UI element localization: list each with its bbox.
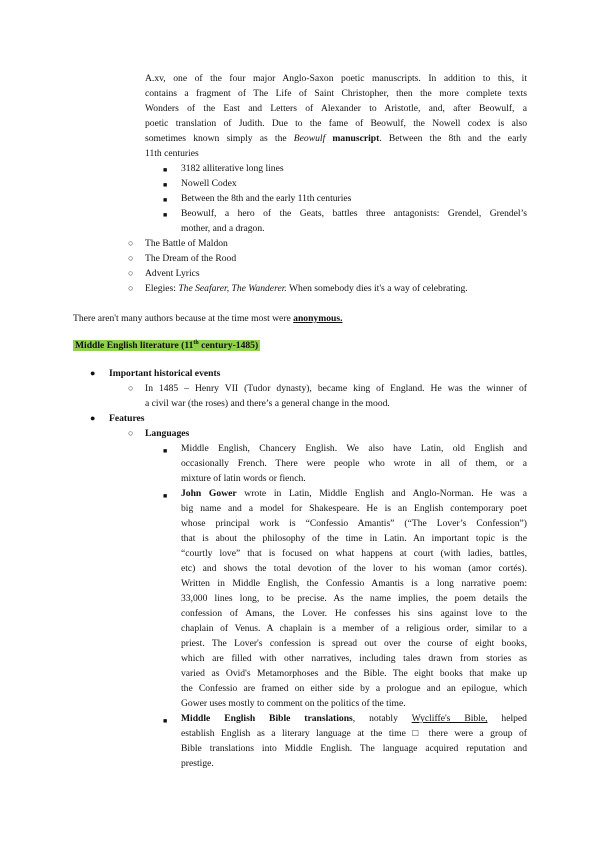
section-heading-sup: th: [193, 339, 199, 346]
authors-emphasis: anonymous.: [293, 313, 343, 324]
authors-text: There aren't many authors because at the time most were: [73, 313, 294, 324]
bible-line: prestige.: [181, 758, 214, 769]
square-bullet-icon: ■: [163, 447, 168, 455]
gower-line: “courtly love” that is focused on what happens at court (with ladies, battles,: [181, 548, 527, 559]
gower-line: the Confessio are framed on either side by a prologue and an epilogue, which: [181, 683, 527, 694]
languages-heading: [145, 426, 189, 441]
circle-bullet-icon: ○: [128, 238, 134, 248]
disc-bullet-icon: ●: [90, 368, 96, 378]
intro-bold: manuscript: [325, 133, 380, 144]
intro-text: . Between the 8th and the early: [379, 133, 527, 144]
languages-line: occasionally French. There were people who wrote in all of them, or a: [181, 458, 527, 469]
languages-line: mixture of latin words or fiench.: [181, 473, 306, 484]
wycliffe-bible-link[interactable]: Wycliffe's Bible,: [411, 713, 488, 724]
list-text: When somebody dies it's a way of celebrating.: [286, 283, 468, 294]
gower-name: John Gower: [181, 488, 237, 499]
section-heading-highlight: [73, 340, 260, 351]
gower-line: confession of Amans, the Lover. He confesses his sins against love to the: [181, 608, 527, 619]
intro-line: poetic translation of Judith. Due to the fame of Beowulf, the Nowell codex is also: [145, 118, 527, 129]
list-text: Elegies:: [145, 283, 179, 294]
gower-line: 33,000 lines long, to be precise. As the name implies, the poem details the: [181, 593, 527, 604]
list-item: Between the 8th and the early 11th centuries: [181, 193, 352, 204]
intro-line: contains a fragment of The Life of Saint Christopher, then the more complete texts: [145, 88, 527, 99]
intro-emphasis: Beowulf: [293, 133, 326, 144]
section-heading-rest: century-1485): [198, 340, 259, 351]
gower-line: varied as Ovid's Metamorphoses and the Bible. The eight books that make up: [181, 668, 527, 679]
bible-text: , notably: [352, 713, 412, 724]
events-heading: [109, 366, 220, 381]
languages-heading-text: Languages: [145, 428, 190, 439]
bible-name: Middle English Bible translations: [181, 713, 353, 724]
circle-bullet-icon: ○: [128, 283, 134, 293]
gower-line: [181, 486, 527, 501]
square-bullet-icon: ■: [163, 181, 168, 189]
gower-line: which are filled with other narratives, including tales drawn from stories as: [181, 653, 527, 664]
features-heading: [109, 411, 145, 426]
disc-bullet-icon: ●: [90, 413, 96, 423]
gower-text: wrote in Latin, Middle English and Anglo-Norman. He was a: [236, 488, 527, 499]
list-item: The Dream of the Rood: [145, 253, 237, 264]
list-item: [145, 281, 468, 296]
circle-bullet-icon: ○: [128, 268, 134, 278]
gower-line: Written in Middle English, the Confessio Amantis is a long narrative poem:: [181, 578, 527, 589]
square-bullet-icon: ■: [163, 492, 168, 500]
intro-line: [145, 131, 527, 146]
circle-bullet-icon: ○: [128, 253, 134, 263]
intro-line: 11th centuries: [145, 148, 199, 159]
list-item: The Battle of Maldon: [145, 238, 228, 249]
events-line: a civil war (the roses) and there’s a general change in the mood.: [145, 398, 390, 409]
square-bullet-icon: ■: [163, 211, 168, 219]
gower-line: Gower uses mostly to comment on the politics of the time.: [181, 698, 406, 709]
events-heading-text: Important historical events: [109, 368, 221, 379]
square-bullet-icon: ■: [163, 196, 168, 204]
intro-text: sometimes known simply as the: [145, 133, 294, 144]
square-bullet-icon: ■: [163, 717, 168, 725]
intro-line: A.xv, one of the four major Anglo-Saxon poetic manuscripts. In addition to this, it: [145, 73, 527, 84]
gower-line: chaplain of Venus. A chaplain is a member of a religious order, similar to a: [181, 623, 527, 634]
gower-line: big name and a model for Shakespeare. He is an English contemporary poet: [181, 503, 527, 514]
list-item: Beowulf, a hero of the Geats, battles three antagonists: Grendel, Grendel’s: [181, 208, 527, 219]
bible-line: [181, 711, 527, 726]
section-heading-text: Middle English literature (11: [75, 340, 194, 351]
bible-text: helped: [487, 713, 527, 724]
features-heading-text: Features: [109, 413, 145, 424]
circle-bullet-icon: ○: [128, 428, 134, 438]
gower-line: priest. The Lover's confession is spread out over the course of eight books,: [181, 638, 527, 649]
circle-bullet-icon: ○: [128, 383, 134, 393]
gower-line: etc) and shows the total devotion of the lover to his woman (amor cortés).: [181, 563, 527, 574]
section-heading: [73, 338, 260, 353]
events-line: In 1485 – Henry VII (Tudor dynasty), became king of England. He was the winner of: [145, 383, 527, 394]
list-item: Advent Lyrics: [145, 268, 200, 279]
list-item-continued: mother, and a dragon.: [181, 223, 265, 234]
bible-line: Bible translations into Middle English. The language acquired reputation and: [181, 743, 527, 754]
authors-paragraph: [73, 311, 343, 326]
gower-line: whose principal work is “Confessio Amantis” (“The Lover’s Confession”): [181, 518, 527, 529]
list-item: Nowell Codex: [181, 178, 237, 189]
square-bullet-icon: ■: [163, 166, 168, 174]
list-emphasis: The Seafarer, The Wanderer.: [178, 283, 287, 294]
bible-line: establish English as a literary language at the time □ there were a group of: [181, 728, 527, 739]
gower-line: that is about the philosophy of the time in Latin. An important topic is the: [181, 533, 527, 544]
intro-line: Wonders of the East and Letters of Alexander to Aristotle, and, after Beowulf, a: [145, 103, 527, 114]
languages-line: Middle English, Chancery English. We also have Latin, old English and: [181, 443, 527, 454]
list-item: 3182 alliterative long lines: [181, 163, 284, 174]
